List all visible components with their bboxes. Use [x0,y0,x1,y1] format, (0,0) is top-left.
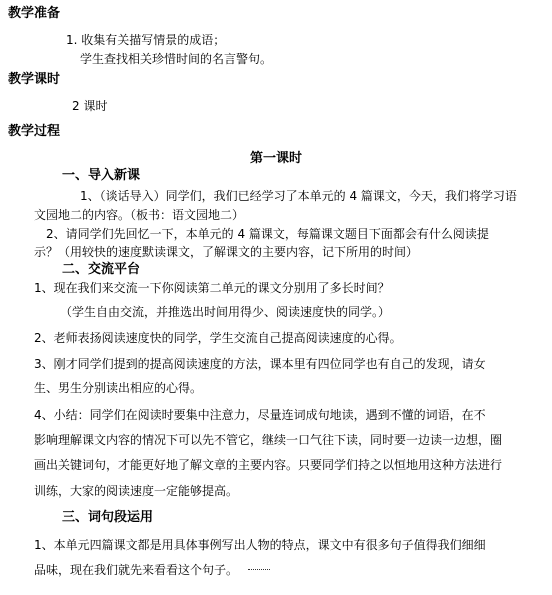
section2-q2: 2、老师表扬阅读速度快的同学，学生交流自己提高阅读速度的心得。 [34,331,402,345]
lesson-title: 第一课时 [249,151,302,166]
section1-p2-line1: 2、请同学们先回忆一下，本单元的 4 篇课文，每篇课文题目下面都会有什么阅读提 [46,227,489,241]
section1-p1-line1: 1、（谈话导入）同学们，我们已经学习了本单元的 4 篇课文，今天，我们将学习语 [80,189,517,203]
section2-q1: 1、现在我们来交流一下你阅读第二单元的课文分别用了多长时间？ [34,281,390,295]
section2-q3-line2: 生、男生分别读出相应的心得。 [34,381,203,395]
dotted-underline [248,569,270,570]
section2-q1-note: （学生自由交流，并推选出时间用得少、阅读速度快的同学。） [60,305,391,319]
section2-q4-line1: 4、小结：同学们在阅读时要集中注意力，尽量连词成句地读，遇到不懂的词语，在不 [34,408,486,422]
section1-p2-line2: 示？（用较快的速度默读课文，了解课文的主要内容，记下所用的时间） [34,245,419,259]
section2-q4-line3: 画出关键词句，才能更好地了解文章的主要内容。只要同学们持之以恒地用这种方法进行 [34,458,503,472]
prep-item-1: 1. 收集有关描写情景的成语； [66,33,226,47]
section3-p1-line1: 1、本单元四篇课文都是用具体事例写出人物的特点，课文中有很多句子值得我们细细 [34,538,486,552]
hours-heading: 教学课时 [8,72,61,87]
prep-heading: 教学准备 [8,6,61,21]
section3-p1-line2: 品味，现在我们就先来看看这个句子。 [34,563,239,577]
hours-value: 2 课时 [72,99,108,113]
prep-item-2: 学生查找相关珍惜时间的名言警句。 [80,52,273,66]
section2-q4-line4: 训练，大家的阅读速度一定能够提高。 [34,484,239,498]
process-heading: 教学过程 [8,124,61,139]
section2-heading: 二、交流平台 [62,262,141,277]
section2-q3-line1: 3、刚才同学们提到的提高阅读速度的方法，课本里有四位同学也有自己的发现，请女 [34,357,486,371]
section1-heading: 一、导入新课 [62,168,141,183]
section3-heading: 三、词句段运用 [62,510,154,525]
section1-p1-line2: 文园地二的内容。（板书：语文园地二） [34,208,245,222]
section2-q4-line2: 影响理解课文内容的情况下可以先不管它，继续一口气往下读，同时要一边读一边想，圈 [34,433,503,447]
